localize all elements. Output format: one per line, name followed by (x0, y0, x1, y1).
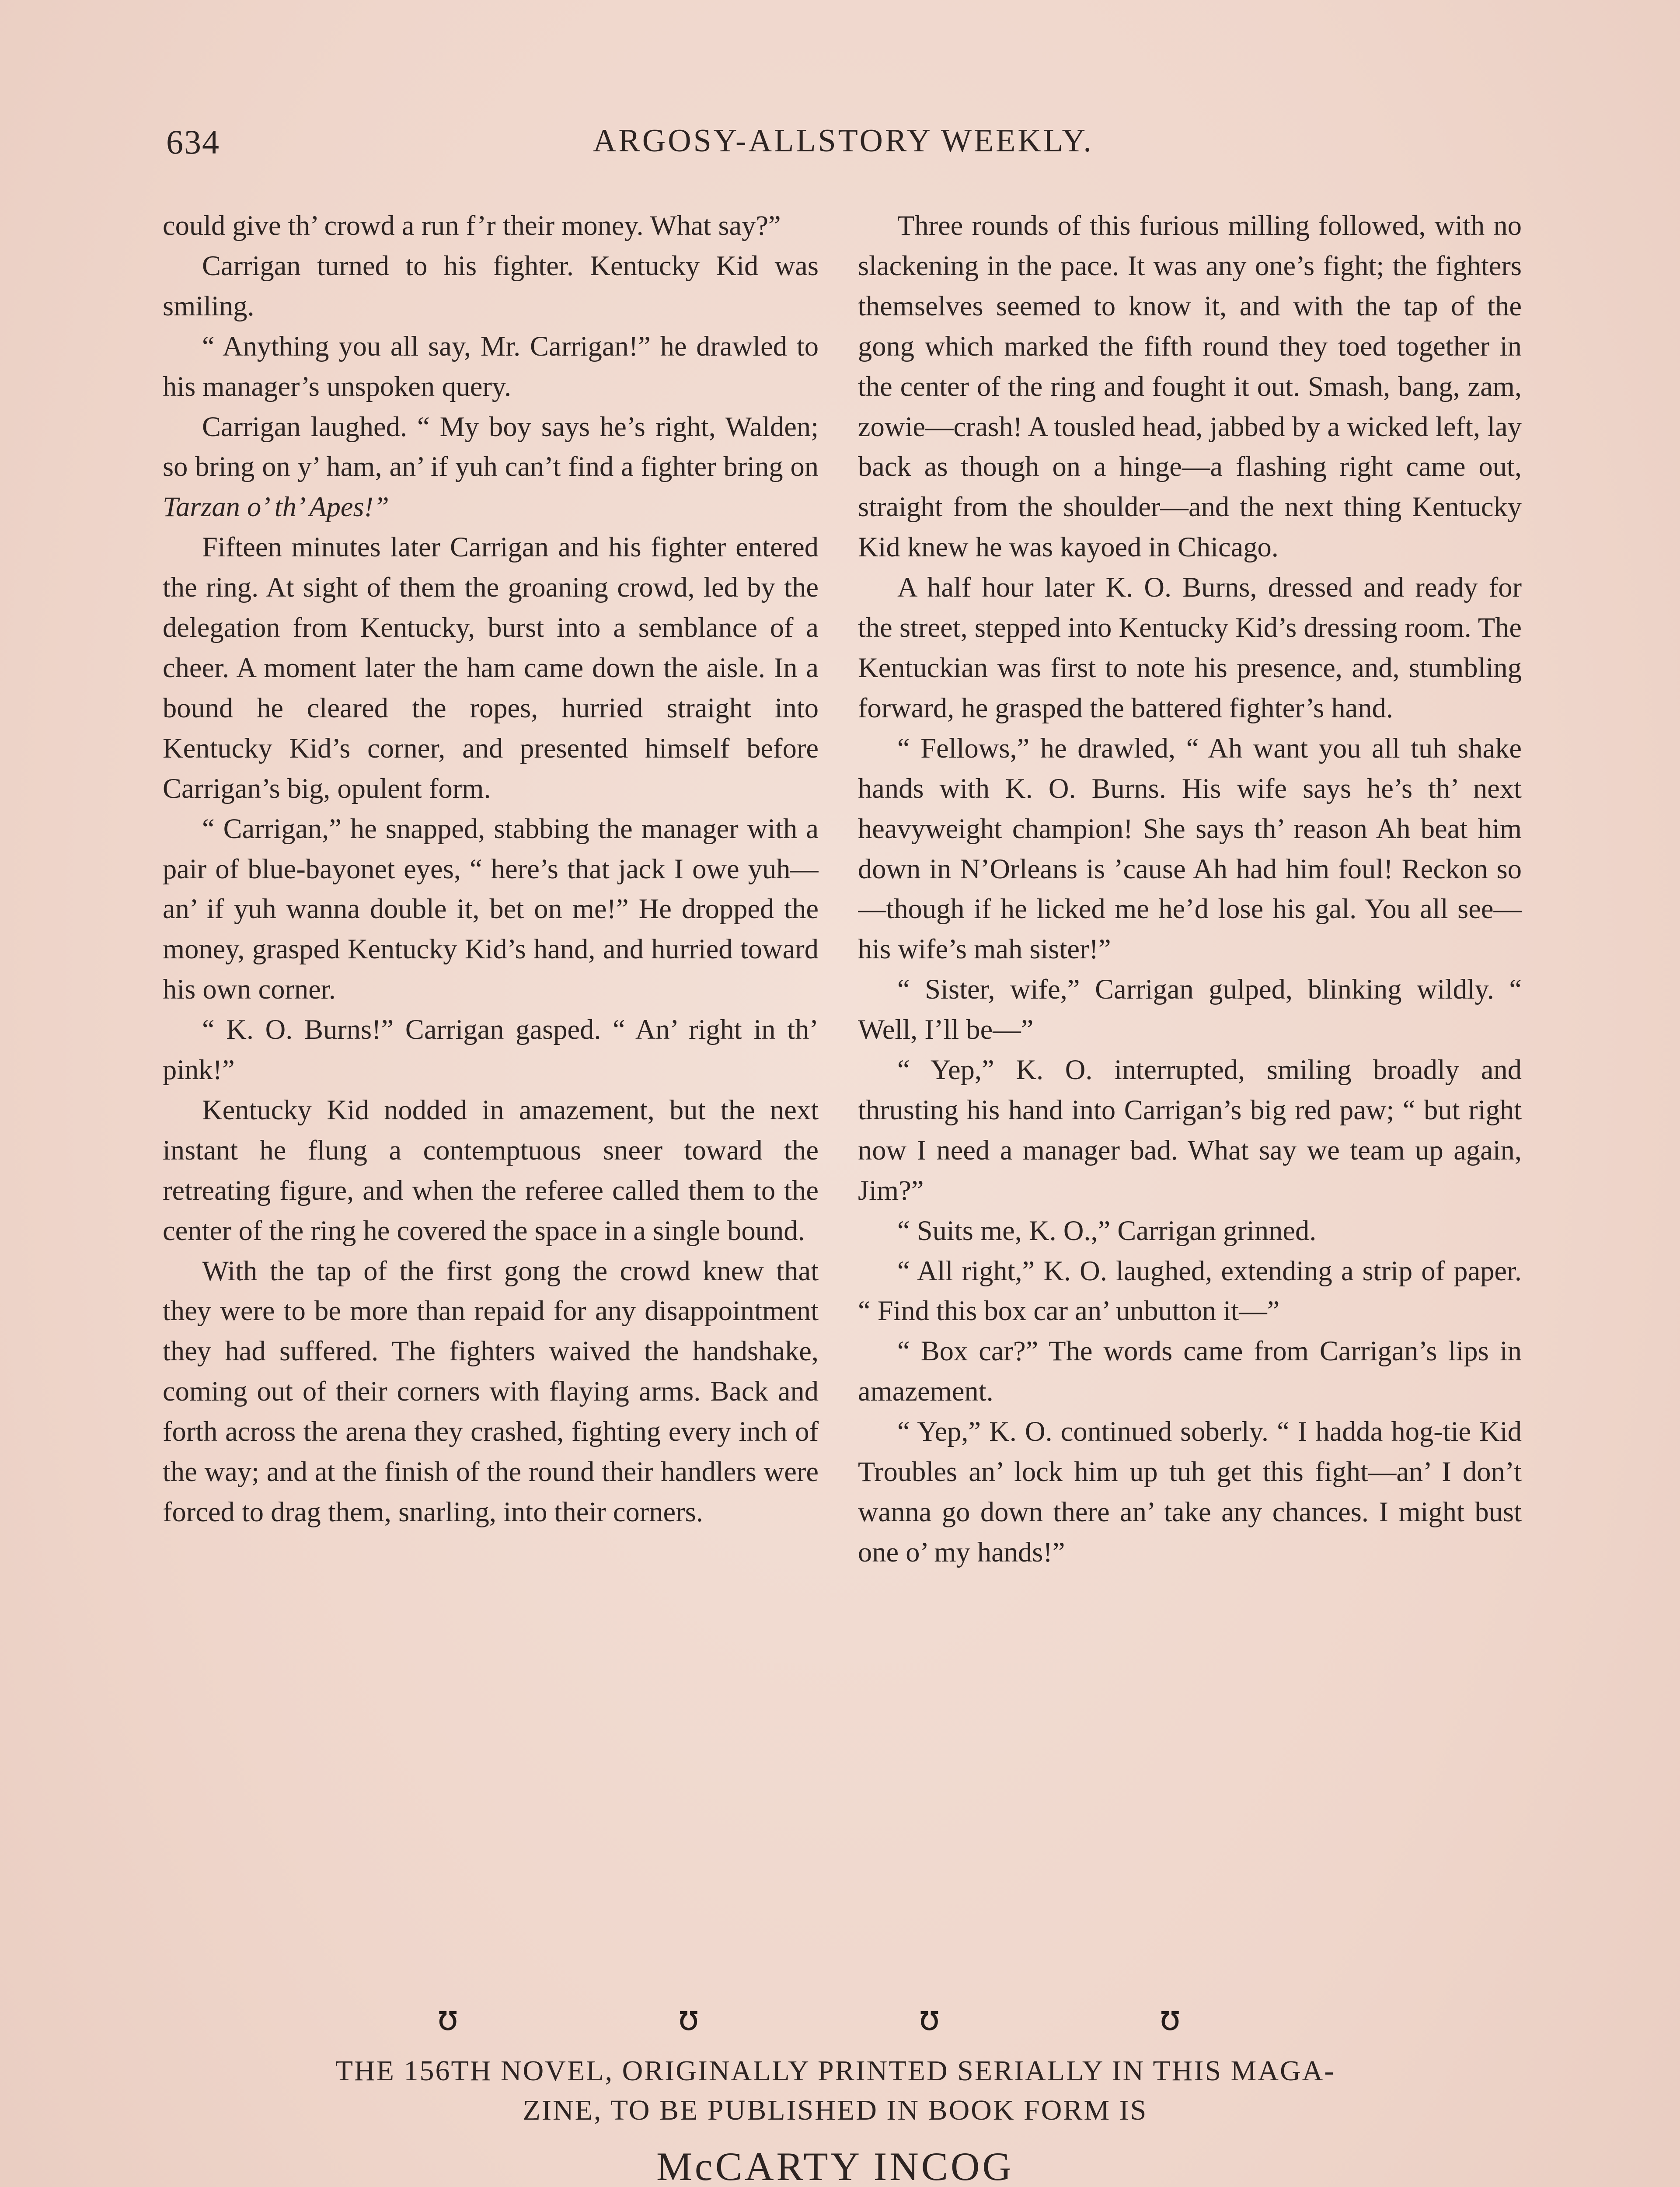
paragraph: Fifteen minutes later Carrigan and his fighter entered the ring. At sight of them the groaning crowd, led by the delegation from Kentucky, burst into a semblance of a cheer. A moment later the ham came down the aisle. In a bound he cleared the ropes, hurried straight into Kentucky Kid’s corner, and presented himself before Carrigan’s big, opulent form. (163, 531, 819, 804)
paragraph: “ K. O. Burns!” Carrigan gasped. “ An’ right in th’ pink!” (163, 1014, 819, 1086)
paragraph: A half hour later K. O. Burns, dressed and ready for the street, stepped into Kentucky Kid’s dressing room. The Kentuckian was first to note his presence, and, stumbling forward, he grasped the battered fighter’s hand. (858, 572, 1522, 723)
ornament-icon: ʊ (1159, 1999, 1181, 2038)
book-title: McCARTY INCOG (656, 2144, 1014, 2187)
running-head: ARGOSY-ALLSTORY WEEKLY. (593, 123, 1094, 159)
left-column (163, 206, 819, 1981)
book-notice (166, 2051, 1504, 2130)
paragraph: “ Fellows,” he drawled, “ Ah want you all tuh shake hands with K. O. Burns. His wife says he’s th’ next heavyweight champion! She says th’ reason Ah beat him down in N’Orleans is ’cause Ah had him foul! Reckon so—though if he licked me he’d lose his gal. You all see—his wife’s mah sister!” (858, 732, 1522, 965)
paragraph: Kentucky Kid nodded in amazement, but the next instant he flung a contemptuous sneer toward the retreating figure, and when the referee called them to the center of the ring he covered the space in a single bound. (163, 1094, 819, 1246)
notice-line-1: THE 156TH NOVEL, ORIGINALLY PRINTED SERIALLY IN THIS MAGA- (335, 2055, 1335, 2087)
text-columns (163, 206, 1522, 1981)
page-header (166, 122, 1520, 175)
paragraph: “ Suits me, K. O.,” Carrigan grinned. (897, 1215, 1317, 1246)
italic-title: Tarzan o’ th’ Apes!” (163, 491, 389, 523)
paragraph: “ Carrigan,” he snapped, stabbing the manager with a pair of blue-bayonet eyes, “ here’s that jack I owe yuh—an’ if yuh wanna double it, bet on me!” He dropped the money, grasped Kentucky Kid’s hand, and hurried toward his own corner. (163, 813, 819, 1005)
right-column (858, 206, 1522, 1981)
paragraph: “ Anything you all say, Mr. Carrigan!” he drawled to his manager’s unspoken query. (163, 330, 819, 402)
section-ornaments (437, 1995, 1181, 2043)
paragraph: With the tap of the first gong the crowd knew that they were to be more than repaid for any disappointment they had suffered. The fighters waived the handshake, coming out of their corners with flaying arms. Back and forth across the arena they crashed, fighting every inch of the way; and at the finish of the round their handlers were forced to drag them, snarling, into their corners. (163, 1255, 819, 1527)
paragraph: Three rounds of this furious milling followed, with no slackening in the pace. It was any one’s fight; the fighters themselves seemed to know it, and with the tap of the gong which marked the fifth round they toed together in the center of the ring and fought it out. Smash, bang, zam, zowie—crash! A tousled head, jabbed by a wicked left, lay back as though on a hinge—a flashing right came out, straight from the shoulder—and the next thing Kentucky Kid knew he was kayoed in Chicago. (858, 210, 1522, 563)
paragraph: “ Sister, wife,” Carrigan gulped, blinking wildly. “ Well, I’ll be—” (858, 974, 1522, 1045)
ornament-icon: ʊ (437, 1999, 459, 2038)
paragraph: Carrigan turned to his fighter. Kentucky Kid was smiling. (163, 250, 819, 321)
page-number: 634 (166, 123, 220, 161)
ornament-icon: ʊ (919, 1999, 940, 2038)
notice-line-2: ZINE, TO BE PUBLISHED IN BOOK FORM IS (523, 2094, 1148, 2126)
paragraph: “ Yep,” K. O. continued soberly. “ I hadda hog-tie Kid Troubles an’ lock him up tuh get this fight—an’ I don’t wanna go down there an’ take any chances. I might bust one o’ my hands!” (858, 1416, 1522, 1568)
paragraph: “ Box car?” The words came from Carrigan’s lips in amazement. (858, 1335, 1522, 1407)
paragraph: could give th’ crowd a run f’r their money. What say?” (163, 210, 781, 241)
paragraph-text: Carrigan laughed. “ My boy says he’s right, Walden; so bring on y’ ham, an’ if yuh can’t find a fighter bring on (163, 411, 819, 482)
ornament-icon: ʊ (678, 1999, 699, 2038)
paragraph: “ Yep,” K. O. interrupted, smiling broadly and thrusting his hand into Carrigan’s big red paw; “ but right now I need a manager bad. What say we team up again, Jim?” (858, 1054, 1522, 1206)
paragraph: “ All right,” K. O. laughed, extending a strip of paper. “ Find this box car an’ unbutton it—” (858, 1255, 1522, 1327)
paragraph (163, 407, 819, 528)
